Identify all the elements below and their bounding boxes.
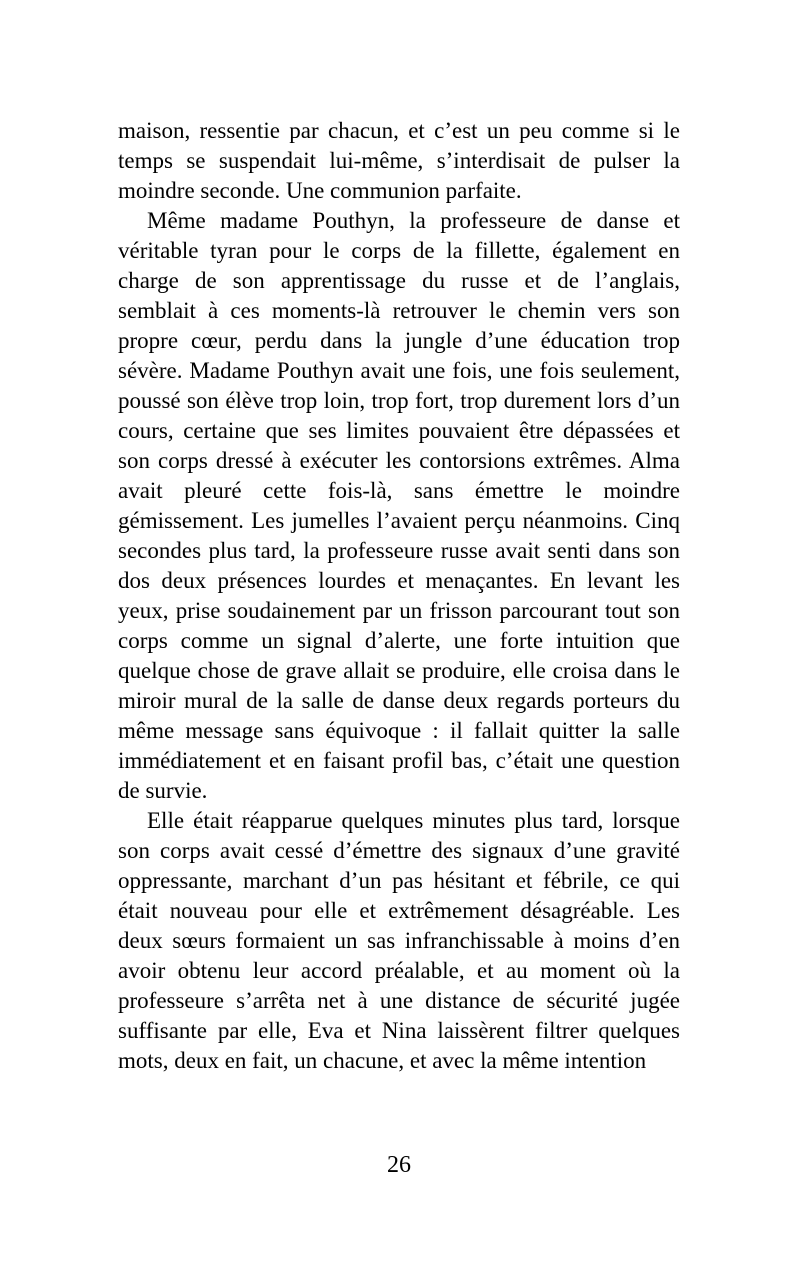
paragraph-madame-pouthyn: Même madame Pouthyn, la professeure de danse et véritable tyran pour le corps de la fillette, également en charge de son apprentissage du russe et de l’anglais, semblait à ces moments-là retrouver le chemin vers son propre cœur, perdu dans la jungle d’une éducation trop sévère. Madame Pouthyn avait une fois, une fois seulement, poussé son élève trop loin, trop fort, trop durement lors d’un cours, certaine que ses limites pouvaient être dépassées et son corps dressé à exécuter les contorsions extrêmes. Alma avait pleuré cette fois-là, sans émettre le moindre gémissement. Les jumelles l’avaient perçu néanmoins. Cinq secondes plus tard, la professeure russe avait senti dans son dos deux présences lourdes et menaçantes. En levant les yeux, prise soudainement par un frisson parcourant tout son corps comme un signal d’alerte, une forte intuition que quelque chose de grave allait se produire, elle croisa dans le miroir mural de la salle de danse deux regards porteurs du même message sans équivoque : il fallait quitter la salle immédiatement et en faisant profil bas, c’était une question de survie.: [118, 208, 680, 803]
body-text: [118, 116, 680, 1076]
page-number: 26: [387, 1152, 411, 1178]
paragraph-continued: maison, ressentie par chacun, et c’est un peu comme si le temps se suspendait lui-même, s’interdisait de pulser la moindre seconde. Une communion parfaite.: [118, 118, 680, 203]
paragraph-reappearance: Elle était réapparue quelques minutes plus tard, lorsque son corps avait cessé d’émettre des signaux d’une gravité oppressante, marchant d’un pas hésitant et fébrile, ce qui était nouveau pour elle et extrêmement désagréable. Les deux sœurs formaient un sas infranchissable à moins d’en avoir obtenu leur accord préalable, et au moment où la professeure s’arrêta net à une distance de sécurité jugée suffisante par elle, Eva et Nina laissèrent filtrer quelques mots, deux en fait, un chacune, et avec la même intention: [118, 808, 680, 1073]
